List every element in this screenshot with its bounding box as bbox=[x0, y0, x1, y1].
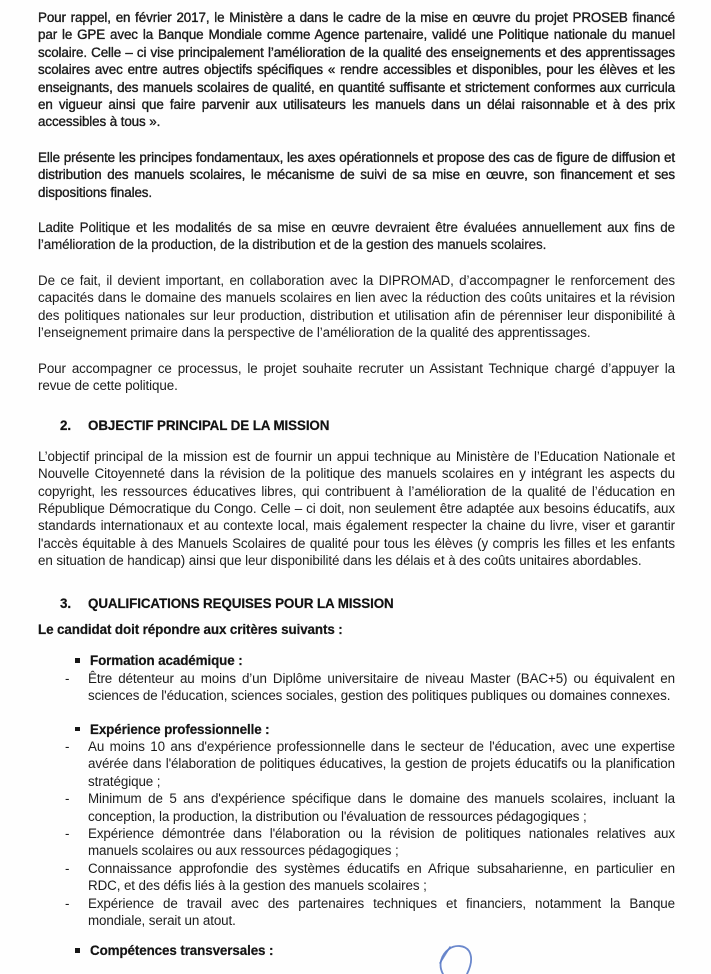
section-title: QUALIFICATIONS REQUISES POUR LA MISSION bbox=[88, 595, 394, 611]
criteria-group-competences bbox=[38, 942, 675, 959]
criteria-group-label-row bbox=[38, 652, 675, 669]
list-item-text: Être détenteur au moins d’un Diplôme universitaire de niveau Master (BAC+5) ou équivalent en sciences de l'éducation, sciences sociales, gestion des politiques publiques ou domaines connexes. bbox=[88, 670, 675, 704]
section-title: OBJECTIF PRINCIPAL DE LA MISSION bbox=[88, 418, 330, 434]
section-heading-objectif bbox=[38, 417, 675, 434]
section-heading-qualifications bbox=[38, 595, 675, 612]
dash-marker: - bbox=[65, 670, 70, 686]
criteria-group-label-row bbox=[38, 721, 675, 738]
criteria-group-formation bbox=[38, 652, 675, 704]
list-item-text: Connaissance approfondie des systèmes éducatifs en Afrique subsaharienne, en particulier en RDC, et des défis liés à la gestion des manuels scolaires ; bbox=[88, 860, 675, 894]
candidate-criteria-intro: Le candidat doit répondre aux critères suivants : bbox=[38, 621, 343, 637]
list-item bbox=[38, 790, 675, 825]
criteria-group-label: Expérience professionnelle : bbox=[90, 721, 270, 737]
list-item-text: Minimum de 5 ans d'expérience spécifique dans le domaine des manuels scolaires, incluant la conception, la production, la distribution ou l'évaluation de ressources pédagogiques ; bbox=[88, 791, 675, 824]
list-item-text: Expérience de travail avec des partenaires techniques et financiers, notamment la Banque mondiale, serait un atout. bbox=[88, 895, 675, 929]
section-number: 3. bbox=[60, 595, 71, 611]
dash-marker: - bbox=[65, 895, 70, 911]
paragraph-principes: Elle présente les principes fondamentaux, les axes opérationnels et propose des cas de figure de diffusion et distribution des manuels scolaires, le mécanisme de suivi de sa mise en œuvre, son financement et ses dispositions finales. bbox=[38, 149, 675, 200]
paragraph-evaluation: Ladite Politique et les modalités de sa mise en œuvre devraient être évaluées annuellement aux fins de l’amélioration de la production, de la distribution et de la gestion des manuels scolaires. bbox=[38, 220, 675, 253]
criteria-group-label: Compétences transversales : bbox=[90, 943, 274, 959]
list-item-text: Au moins 10 ans d'expérience professionnelle dans le secteur de l'éducation, avec une expertise avérée dans l'élaboration de politiques éducatives, la gestion de projets éducatifs ou la planification stratégique ; bbox=[88, 739, 675, 789]
list-item-text: Expérience démontrée dans l'élaboration ou la révision de politiques nationales relatives aux manuels scolaires ou aux ressources pédagogiques ; bbox=[88, 826, 675, 859]
paragraph-context-proseb: Pour rappel, en février 2017, le Ministère a dans le cadre de la mise en œuvre du projet PROSEB financé par le GPE avec la Banque Mondiale comme Agence partenaire, validé une Politique nationale du manuel scolaire. Celle – ci vise principalement l’amélioration de la qualité des enseignements et des apprentissages scolaires avec entre autres objectifs spécifiques « rendre accessibles et disponibles, pour les élèves et les enseignants, des manuels scolaires de qualité, en quantité suffisante et strictement conformes aux curricula en vigueur ainsi que faire parvenir aux utilisateurs les manuels dans un délai raisonnable et à des prix accessibles à tous ». bbox=[38, 10, 675, 130]
list-item bbox=[38, 895, 675, 930]
criteria-group-experience bbox=[38, 721, 675, 930]
dash-marker: - bbox=[65, 826, 70, 842]
dash-marker: - bbox=[65, 739, 70, 754]
dash-marker: - bbox=[65, 860, 70, 876]
paragraph-dipromad: De ce fait, il devient important, en collaboration avec la DIPROMAD, d’accompagner le renforcement des capacités dans le domaine des manuels scolaires en lien avec la réduction des coûts unitaires et la révision des politiques nationales sur leur production, distribution et utilisation afin de pérenniser leur disponibilité à l’enseignement primaire dans la perspective de l’amélioration de la qualité des apprentissages. bbox=[38, 272, 675, 341]
paragraph-recrutement: Pour accompagner ce processus, le projet souhaite recruter un Assistant Technique chargé d’appuyer la revue de cette politique. bbox=[38, 360, 675, 393]
section-number: 2. bbox=[60, 418, 71, 434]
dash-marker: - bbox=[65, 791, 70, 807]
list-item bbox=[38, 825, 675, 860]
criteria-group-label: Formation académique : bbox=[90, 653, 243, 669]
list-item bbox=[38, 670, 675, 705]
paragraph-objectif: L’objectif principal de la mission est de fournir un appui technique au Ministère de l’Education Nationale et Nouvelle Citoyenneté dans la révision de la politique des manuels scolaires en y intégrant les aspects du copyright, les ressources éducatives libres, qui contribuent à l’amélioration de la qualité de l’éducation en République Démocratique du Congo. Celle – ci doit, non seulement être adaptée aux besoins éducatifs, aux standards internationaux et au contexte local, mais également respecter la chaine du livre, viser et garantir l'accès équitable à des Manuels Scolaires de qualité pour tous les élèves (y compris les filles et les enfants en situation de handicap) ainsi que leur disponibilité dans les délais et à des coûts unitaires abordables. bbox=[38, 448, 675, 569]
list-item bbox=[38, 738, 675, 790]
criteria-group-label-row bbox=[38, 942, 675, 959]
list-item bbox=[38, 860, 675, 895]
